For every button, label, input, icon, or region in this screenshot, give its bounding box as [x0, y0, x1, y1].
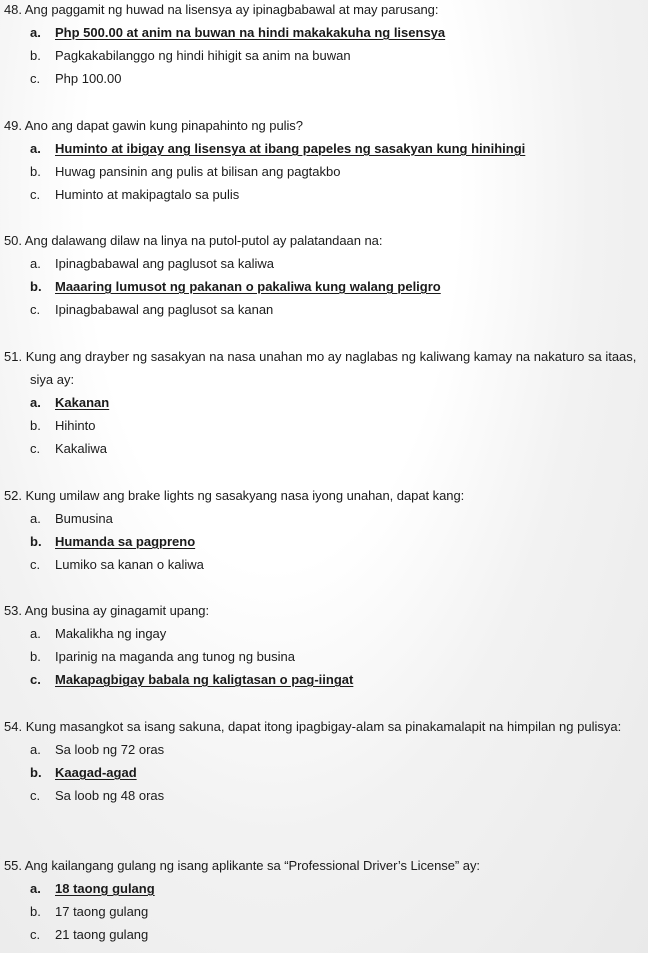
choice-text: Humanda sa pagpreno [55, 534, 196, 549]
choice-c [4, 437, 642, 460]
question-number: 49. [4, 118, 22, 133]
choice-text: Makapagbigay babala ng kaligtasan o pag-iingat [55, 672, 354, 687]
choice-letter: c. [30, 927, 41, 942]
choice-c [4, 298, 642, 321]
choice-c [4, 668, 642, 691]
question-text [4, 484, 642, 507]
question-text [4, 715, 642, 738]
choice-text: Kaagad-agad [55, 765, 137, 780]
choice-b [4, 530, 642, 553]
question-prompt: Ang busina ay ginagamit upang: [24, 603, 210, 618]
choice-text: Hihinto [55, 418, 96, 433]
question-text [4, 345, 642, 391]
question-text [4, 599, 642, 622]
choice-letter: c. [30, 302, 41, 317]
choice-a [4, 877, 642, 900]
question-48 [4, 0, 642, 90]
choice-letter: b. [30, 534, 42, 549]
question-number: 53. [4, 603, 22, 618]
question-prompt: Ang kailangang gulang ng isang aplikante sa “Professional Driver’s License” ay: [24, 858, 480, 873]
choice-text: Huminto at ibigay ang lisensya at ibang papeles ng sasakyan kung hinihingi [55, 141, 526, 156]
question-text [4, 854, 642, 877]
choice-letter: a. [30, 742, 41, 757]
question-text [4, 229, 642, 252]
choice-a [4, 507, 642, 530]
question-number: 50. [4, 233, 22, 248]
choice-letter: b. [30, 164, 41, 179]
choice-text: Lumiko sa kanan o kaliwa [55, 557, 204, 572]
question-prompt: Ang paggamit ng huwad na lisensya ay ipinagbabawal at may parusang: [24, 2, 439, 17]
choice-letter: a. [30, 511, 41, 526]
choice-letter: a. [30, 395, 41, 410]
choice-letter: a. [30, 256, 41, 271]
choice-a [4, 137, 642, 160]
choice-letter: b. [30, 904, 41, 919]
question-number: 48. [4, 2, 22, 17]
question-53 [4, 599, 642, 691]
question-52 [4, 484, 642, 576]
question-number: 55. [4, 858, 22, 873]
choice-text: Bumusina [55, 511, 113, 526]
choice-b [4, 645, 642, 668]
question-55 [4, 854, 642, 946]
choice-letter: c. [30, 557, 41, 572]
question-prompt: Kung masangkot sa isang sakuna, dapat itong ipagbigay-alam sa pinakamalapit na himpilan ng pulisya: [25, 719, 622, 734]
choice-letter: a. [30, 141, 41, 156]
question-50 [4, 229, 642, 321]
choice-text: 17 taong gulang [55, 904, 149, 919]
choice-letter: b. [30, 48, 41, 63]
choice-text: 18 taong gulang [55, 881, 155, 896]
question-prompt: Kung umilaw ang brake lights ng sasakyang nasa iyong unahan, dapat kang: [25, 488, 465, 503]
question-51 [4, 345, 642, 460]
choice-c [4, 923, 642, 946]
choice-text: Maaaring lumusot ng pakanan o pakaliwa kung walang peligro [55, 279, 441, 294]
choice-c [4, 784, 642, 807]
choice-text: Huwag pansinin ang pulis at bilisan ang pagtakbo [55, 164, 341, 179]
choice-a [4, 252, 642, 275]
choice-letter: b. [30, 765, 42, 780]
question-number: 52. [4, 488, 22, 503]
choice-text: Ipinagbabawal ang paglusot sa kanan [55, 302, 274, 317]
choice-a [4, 738, 642, 761]
choice-letter: c. [30, 672, 41, 687]
choice-b [4, 414, 642, 437]
choice-text: Sa loob ng 48 oras [55, 788, 165, 803]
choice-text: Sa loob ng 72 oras [55, 742, 165, 757]
choice-a [4, 391, 642, 414]
choice-a [4, 622, 642, 645]
choice-text: Kakaliwa [55, 441, 108, 456]
question-prompt: Kung ang drayber ng sasakyan na nasa unahan mo ay naglabas ng kaliwang kamay na nakaturo sa itaas, siya ay: [25, 349, 637, 387]
choice-text: Pagkakabilanggo ng hindi hihigit sa anim na buwan [55, 48, 351, 63]
question-number: 54. [4, 719, 23, 734]
choice-letter: b. [30, 418, 41, 433]
choice-letter: a. [30, 25, 41, 40]
choice-letter: b. [30, 279, 42, 294]
choice-text: Php 500.00 at anim na buwan na hindi makakakuha ng lisensya [55, 25, 446, 40]
choice-text: Iparinig na maganda ang tunog ng busina [55, 649, 295, 664]
question-prompt: Ang dalawang dilaw na linya na putol-putol ay palatandaan na: [24, 233, 383, 248]
choice-text: Huminto at makipagtalo sa pulis [55, 187, 240, 202]
choice-letter: b. [30, 649, 41, 664]
choice-b [4, 275, 642, 298]
choice-letter: c. [30, 441, 41, 456]
question-54 [4, 715, 642, 807]
choice-c [4, 183, 642, 206]
choice-letter: c. [30, 788, 41, 803]
choice-letter: a. [30, 881, 41, 896]
question-number: 51. [4, 349, 23, 364]
choice-letter: a. [30, 626, 41, 641]
choice-letter: c. [30, 187, 41, 202]
choice-text: Makalikha ng ingay [55, 626, 167, 641]
question-49 [4, 114, 642, 206]
choice-b [4, 761, 642, 784]
choice-text: 21 taong gulang [55, 927, 149, 942]
question-prompt: Ano ang dapat gawin kung pinapahinto ng pulis? [24, 118, 303, 133]
choice-text: Kakanan [55, 395, 110, 410]
choice-b [4, 900, 642, 923]
choice-b [4, 160, 642, 183]
choice-text: Php 100.00 [55, 71, 122, 86]
question-text [4, 0, 642, 21]
choice-text: Ipinagbabawal ang paglusot sa kaliwa [55, 256, 274, 271]
choice-a [4, 21, 642, 44]
choice-b [4, 44, 642, 67]
question-text [4, 114, 642, 137]
choice-c [4, 553, 642, 576]
choice-c [4, 67, 642, 90]
choice-letter: c. [30, 71, 41, 86]
